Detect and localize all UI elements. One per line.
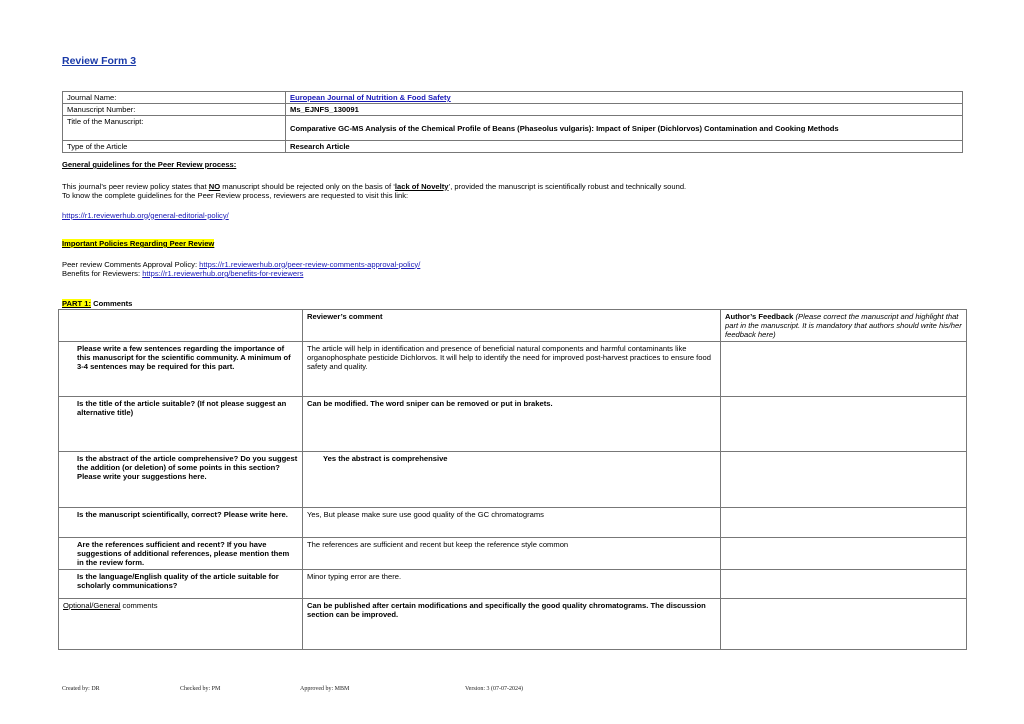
footer-version: Version: 3 (07-07-2024) xyxy=(465,686,523,692)
policy-text-b: manuscript should be rejected only on the basis of ‘ xyxy=(220,181,395,191)
author-feedback-title: Author’s Feedback xyxy=(725,312,794,321)
comment-importance[interactable]: The article will help in identification and presence of beneficial natural components and harmful contaminants like organophosphate pesticide Dichlorvos. It will help to identify the need for improved post-harvest practices to ensure food safety and quality. xyxy=(303,342,721,397)
policy-lack-of-novelty: lack of Novelty xyxy=(394,181,449,191)
guidelines-policy-text xyxy=(62,182,962,192)
question-importance: Please write a few sentences regarding the importance of this manuscript for the scientific community. A minimum of 3-4 sentences may be required for this part. xyxy=(59,342,303,397)
policy-no: NO xyxy=(208,181,221,191)
part1-title: Comments xyxy=(90,299,133,308)
info-row-type xyxy=(63,141,963,153)
article-type-value: Research Article xyxy=(286,141,963,153)
comment-optional[interactable]: Can be published after certain modifications and specifically the good quality chromatograms. The discussion section can be improved. xyxy=(303,599,721,650)
feedback-language[interactable] xyxy=(721,570,967,599)
manuscript-title-label: Title of the Manuscript: xyxy=(63,116,286,141)
table-row xyxy=(59,452,967,508)
table-row xyxy=(59,508,967,538)
feedback-scientific[interactable] xyxy=(721,508,967,538)
question-language: Is the language/English quality of the article suitable for scholarly communications? xyxy=(59,570,303,599)
table-row xyxy=(59,570,967,599)
author-feedback-note: (Please correct the manuscript and highlight that part in the manuscript. It is mandatory that authors should write his/her feedback here) xyxy=(725,312,962,339)
footer-created: Created by: DR xyxy=(62,686,100,692)
info-row-title xyxy=(63,116,963,141)
feedback-references[interactable] xyxy=(721,538,967,570)
comment-title[interactable]: Can be modified. The word sniper can be removed or put in brakets. xyxy=(303,397,721,452)
question-scientific: Is the manuscript scientifically, correct? Please write here. xyxy=(59,508,303,538)
info-row-journal xyxy=(63,92,963,104)
optional-general-label xyxy=(59,599,303,650)
article-type-label: Type of the Article xyxy=(63,141,286,153)
manuscript-info-table xyxy=(62,91,963,153)
approval-policy-link[interactable]: https://r1.reviewerhub.org/peer-review-comments-approval-policy/ xyxy=(199,259,421,269)
part1-label: PART 1: xyxy=(62,299,91,308)
header-reviewer-comment: Reviewer’s comment xyxy=(303,310,721,342)
feedback-optional[interactable] xyxy=(721,599,967,650)
question-title: Is the title of the article suitable? (If not please suggest an alternative title) xyxy=(59,397,303,452)
editorial-policy-link[interactable]: https://r1.reviewerhub.org/general-editorial-policy/ xyxy=(62,210,229,220)
manuscript-number-value: Ms_EJNFS_130091 xyxy=(286,104,963,116)
table-row xyxy=(59,342,967,397)
table-row xyxy=(59,397,967,452)
guidelines-section xyxy=(62,160,962,220)
benefits-label: Benefits for Reviewers: xyxy=(62,269,143,278)
approval-policy-line xyxy=(62,260,962,270)
question-abstract: Is the abstract of the article comprehensive? Do you suggest the addition (or deletion) of some points in this section? Please write your suggestions here. xyxy=(59,452,303,508)
comment-abstract[interactable]: Yes the abstract is comprehensive xyxy=(303,452,721,508)
comments-header-row xyxy=(59,310,967,342)
benefits-line xyxy=(62,269,962,279)
journal-name-value xyxy=(286,92,963,104)
policy-text-a: This journal’s peer review policy states that xyxy=(62,181,209,191)
comments-table xyxy=(58,309,967,650)
optional-general-u: Optional/General xyxy=(63,601,121,610)
footer-checked: Checked by: PM xyxy=(180,686,221,692)
journal-name-label: Journal Name: xyxy=(63,92,286,104)
manuscript-title-value: Comparative GC-MS Analysis of the Chemical Profile of Beans (Phaseolus vulgaris): Impact of Sniper (Dichlorvos) Contamination and Cooking Methods xyxy=(286,116,963,141)
feedback-title[interactable] xyxy=(721,397,967,452)
guidelines-visit-text: To know the complete guidelines for the Peer Review process, reviewers are requested to visit this link: xyxy=(62,191,409,200)
feedback-abstract[interactable] xyxy=(721,452,967,508)
table-row-optional xyxy=(59,599,967,650)
optional-general-rest: comments xyxy=(120,601,158,610)
journal-name-link[interactable]: European Journal of Nutrition & Food Safety xyxy=(290,93,451,102)
policies-section xyxy=(62,239,962,279)
benefits-link[interactable]: https://r1.reviewerhub.org/benefits-for-reviewers xyxy=(142,269,304,278)
header-question-cell xyxy=(59,310,303,342)
table-row xyxy=(59,538,967,570)
policy-text-c: ’, provided the manuscript is scientifically robust and technically sound. xyxy=(448,181,687,191)
comment-language[interactable]: Minor typing error are there. xyxy=(303,570,721,599)
approval-policy-label: Peer review Comments Approval Policy: xyxy=(62,259,200,269)
footer xyxy=(0,686,1024,698)
comment-references[interactable]: The references are sufficient and recent but keep the reference style common xyxy=(303,538,721,570)
comment-scientific[interactable]: Yes, But please make sure use good quality of the GC chromatograms xyxy=(303,508,721,538)
footer-approved: Approved by: MBM xyxy=(300,686,350,692)
form-title: Review Form 3 xyxy=(62,55,137,67)
policies-heading: Important Policies Regarding Peer Review xyxy=(62,239,215,248)
guidelines-heading: General guidelines for the Peer Review process: xyxy=(62,160,237,169)
info-row-manuscript-number xyxy=(63,104,963,116)
part1-heading xyxy=(62,299,132,308)
header-author-feedback xyxy=(721,310,967,342)
feedback-importance[interactable] xyxy=(721,342,967,397)
question-references: Are the references sufficient and recent? If you have suggestions of additional references, please mention them in the review form. xyxy=(59,538,303,570)
manuscript-number-label: Manuscript Number: xyxy=(63,104,286,116)
